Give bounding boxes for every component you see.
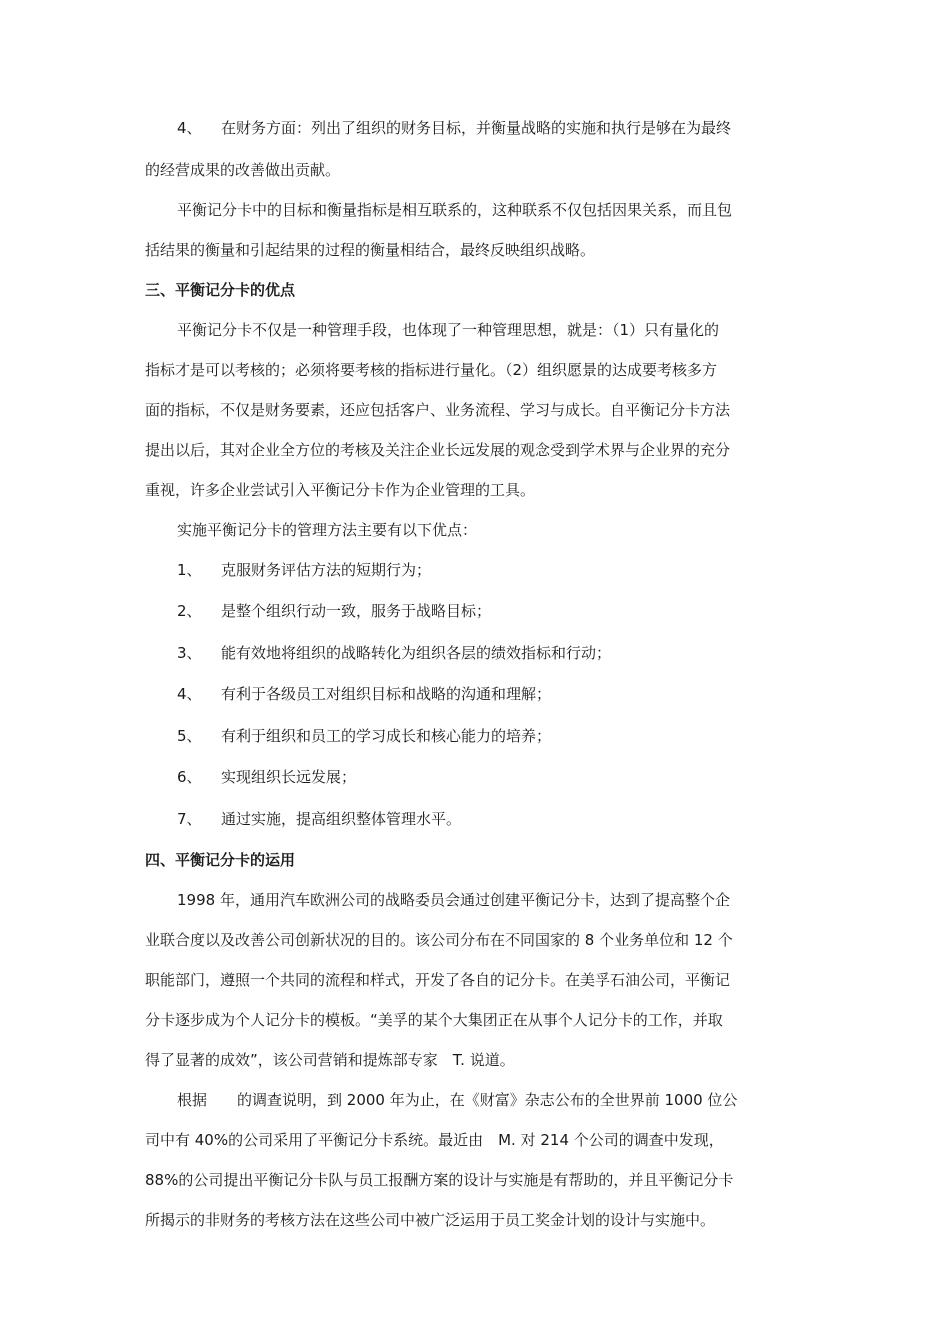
list-item-finance [145,108,810,150]
list-number: 4、 [177,119,202,137]
paragraph-line: 实施平衡记分卡的管理方法主要有以下优点： [177,520,478,539]
list-item [145,799,810,841]
paragraph-line: 得了显著的成效”，该公司营销和提炼部专家 T. 说道。 [145,1051,515,1069]
list-number: 7、 [177,809,202,828]
paragraph-line: 提出以后，其对企业全方位的考核及关注企业长远发展的观念受到学术界与企业界的充分 [145,440,731,459]
list-number: 3、 [177,643,202,662]
list-text: 有利于组织和员工的学习成长和核心能力的培养； [221,726,552,745]
paragraph-line: 平衡记分卡中的目标和衡量指标是相互联系的，这种联系不仅包括因果关系，而且包 [177,200,733,219]
paragraph-line: 括结果的衡量和引起结果的过程的衡量相结合，最终反映组织战略。 [145,240,596,259]
paragraph-line: 重视，许多企业尝试引入平衡记分卡作为企业管理的工具。 [145,480,536,499]
paragraph-line: 指标才是可以考核的；必须将要考核的指标进行量化。（2）组织愿景的达成要考核多方 [145,360,718,379]
list-text: 在财务方面：列出了组织的财务目标，并衡量战略的实施和执行是够在为最终 [221,119,732,137]
list-number: 4、 [177,685,202,703]
paragraph-line: 职能部门，遵照一个共同的流程和样式，开发了各自的记分卡。在美孚石油公司，平衡记 [145,971,731,989]
list-text: 克服财务评估方法的短期行为； [221,560,432,579]
document-body [145,108,810,1240]
list-number: 5、 [177,726,202,745]
paragraph-line: 根据 的调查说明，到 2000 年为止，在《财富》杂志公布的全世界前 1000 位公 [177,1091,738,1109]
paragraph-line: 1998 年，通用汽车欧洲公司的战略委员会通过创建平衡记分卡，达到了提高整个企 [177,891,730,909]
list-text: 通过实施，提高组织整体管理水平。 [221,809,462,828]
paragraph-line: 所揭示的非财务的考核方法在这些公司中被广泛运用于员工奖金计划的设计与实施中。 [145,1211,716,1229]
list-item [145,757,810,799]
list-text: 有利于各级员工对组织目标和战略的沟通和理解； [221,685,552,703]
list-text: 是整个组织行动一致，服务于战略目标； [221,602,492,620]
section-heading: 四、平衡记分卡的运用 [145,851,296,869]
list-number: 6、 [177,768,202,786]
list-text: 能有效地将组织的战略转化为组织各层的绩效指标和行动； [221,643,612,662]
list-item [145,550,810,592]
paragraph-line: 分卡逐步成为个人记分卡的模板。“美孚的某个大集团正在从事个人记分卡的工作，并取 [145,1011,723,1029]
list-text: 实现组织长远发展； [221,768,357,786]
paragraph-line: 司中有 40%的公司采用了平衡记分卡系统。最近由 M. 对 214 个公司的调查中发现， [145,1131,724,1149]
list-item [145,591,810,633]
advantages-list [145,550,810,841]
list-item [145,633,810,675]
list-number: 2、 [177,602,202,620]
list-item [145,716,810,758]
list-item [145,674,810,716]
paragraph-line: 88%的公司提出平衡记分卡队与员工报酬方案的设计与实施是有帮助的，并且平衡记分卡 [145,1171,734,1189]
paragraph-line: 面的指标，不仅是财务要素，还应包括客户、业务流程、学习与成长。自平衡记分卡方法 [145,400,731,419]
paragraph-line: 平衡记分卡不仅是一种管理手段，也体现了一种管理思想，就是：（1）只有量化的 [177,320,720,339]
paragraph-line: 业联合度以及改善公司创新状况的目的。该公司分布在不同国家的 8 个业务单位和 12 个 [145,931,733,949]
section-heading: 三、平衡记分卡的优点 [145,280,296,299]
paragraph-line: 的经营成果的改善做出贡献。 [145,160,341,179]
list-number: 1、 [177,560,202,579]
